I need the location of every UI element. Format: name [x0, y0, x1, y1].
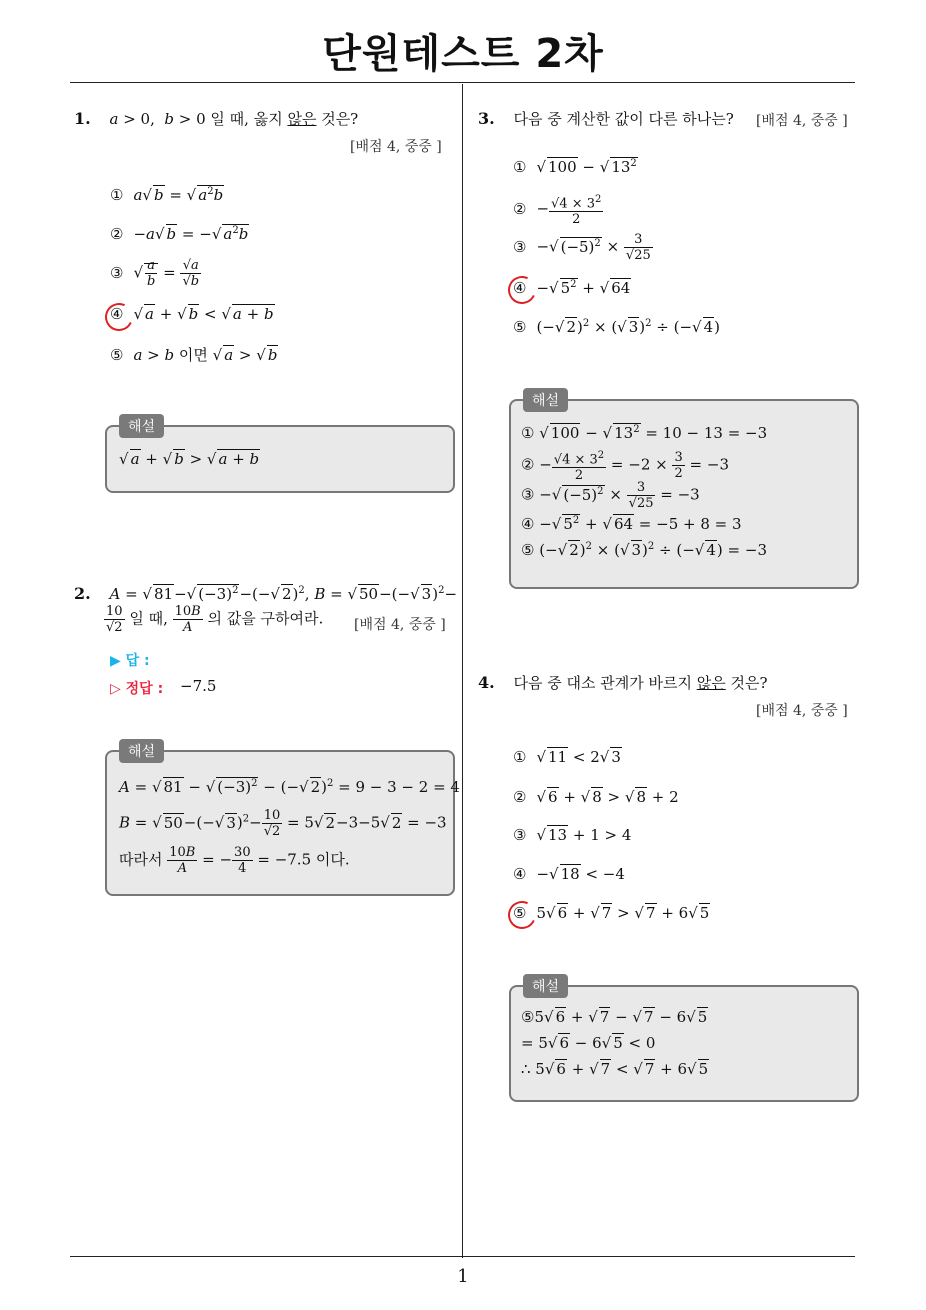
solution-tag: 해설	[119, 739, 164, 763]
question-number: 2.	[74, 584, 91, 603]
solution-line: ⑤ (−√ 2)$^2$ × (√ 3)$^2$ ÷ (−√ 4) = −3	[521, 541, 767, 559]
solution-line: √ a + √ b > √ a + b	[119, 450, 260, 468]
question-number: 1.	[74, 109, 91, 128]
option-5[interactable]: ⑤ (−√ 2)$^2$ × (√ 3)$^2$ ÷ (−√ 4)	[513, 318, 721, 336]
option-4[interactable]: ④ −√ 18 < −4	[513, 865, 625, 883]
solution-line: ⑤5√ 6 + √ 7 − √ 7 − 6√ 5	[521, 1008, 708, 1026]
solution-line: ③ −√ $(-5)^2$ × $\frac{3}{√25}$ = −3	[521, 480, 700, 511]
solution-line: ② − $\frac{√4 \times 3^2}{2}$ = −2 × $\frac{3}{2}$ = −3	[521, 450, 729, 484]
question-stem: 다음 중 계산한 값이 다른 하나는?	[513, 110, 734, 128]
correct-answer-label: ▷ 정답 :	[110, 681, 164, 697]
solution-line: = 5√ 6 − 6√ 5 < 0	[521, 1034, 656, 1052]
header-divider	[70, 82, 855, 83]
question-number: 3.	[478, 109, 495, 128]
solution-tag: 해설	[523, 974, 568, 998]
correct-answer-value: −7.5	[180, 677, 217, 695]
question-points: [배점 4, 중중 ]	[756, 703, 848, 719]
option-1[interactable]: ① √ 100 − √ $13^2$	[513, 158, 637, 176]
solution-line: 따라서 $\frac{10B}{A}$ = − $\frac{30}{4}$ = −7.5 이다.	[119, 845, 350, 876]
question-stem: 다음 중 대소 관계가 바르지 않은 것은?	[513, 674, 768, 692]
option-3[interactable]: ③ −√ $(-5)^2$ × $\frac{3}{√25}$	[513, 232, 651, 263]
solution-tag: 해설	[523, 388, 568, 412]
option-5[interactable]: ⑤ a > b 이면 √ a > √ b	[110, 346, 278, 364]
question-stem-continued: $\frac{10}{√2}$ 일 때, $\frac{10B}{A}$ 의 값을 구하여라.	[106, 604, 324, 635]
solution-line: ① √ 100 − √ $13^2 = 10 - 13 = -3$	[521, 424, 768, 442]
question-points: [배점 4, 중중 ]	[350, 139, 442, 155]
option-3[interactable]: ③ √ 13 + 1 > 4	[513, 826, 632, 844]
option-1[interactable]: ① √ 11 < 2√ 3	[513, 748, 621, 766]
solution-line: ④ −√ $5^2$ + √ 64 = −5 + 8 = 3	[521, 515, 742, 533]
option-2[interactable]: ② − $\frac{√4 \times 3^2}{2}$	[513, 194, 602, 228]
option-4[interactable]: ④ √ a + √ b < √ a + b	[110, 305, 274, 323]
page-number: 1	[457, 1266, 469, 1287]
solution-line: ∴ 5√ 6 + √ 7 < √ 7 + 6√ 5	[521, 1060, 709, 1078]
question-number: 4.	[478, 673, 495, 692]
question-points: [배점 4, 중중 ]	[756, 113, 848, 129]
option-3[interactable]: ③ √ $\frac{a}{b}$ = $\frac{√a}{√b}$	[110, 258, 200, 289]
page-title: 단원테스트 2차	[322, 31, 604, 77]
option-1[interactable]: ① a√ b = √ $a^2b$	[110, 186, 224, 204]
solution-line: B = √ 50−(−√ 3)$^2$− $\frac{10}{√2}$ = 5√ 2−3−5√ 2 = −3	[119, 808, 447, 839]
footer-divider	[70, 1256, 855, 1257]
question-stem: a > 0, b > 0 일 때, 옳지 않은 것은?	[109, 110, 359, 128]
solution-line: A = √ 81 − √ $(-3)^2$ − (−√ 2)$^2$ = 9 − 3 − 2 = 4	[119, 778, 460, 796]
option-2[interactable]: ② −a√ b = −√ $a^2b$	[110, 225, 249, 243]
solution-tag: 해설	[119, 414, 164, 438]
question-points: [배점 4, 중중 ]	[354, 617, 446, 633]
answer-label: ▶ 답 :	[110, 653, 150, 669]
option-2[interactable]: ② √ 6 + √ 8 > √ 8 + 2	[513, 788, 679, 806]
column-divider	[462, 84, 463, 1258]
option-4[interactable]: ④ −√ $5^2$ + √ 64	[513, 279, 631, 297]
question-stem: A = √ 81−√ $(-3)^2-(-√$ 2)$^2$, B = √ 50−(−√ 3)$^2$−	[109, 585, 458, 603]
option-5[interactable]: ⑤ 5√ 6 + √ 7 > √ 7 + 6√ 5	[513, 904, 710, 922]
